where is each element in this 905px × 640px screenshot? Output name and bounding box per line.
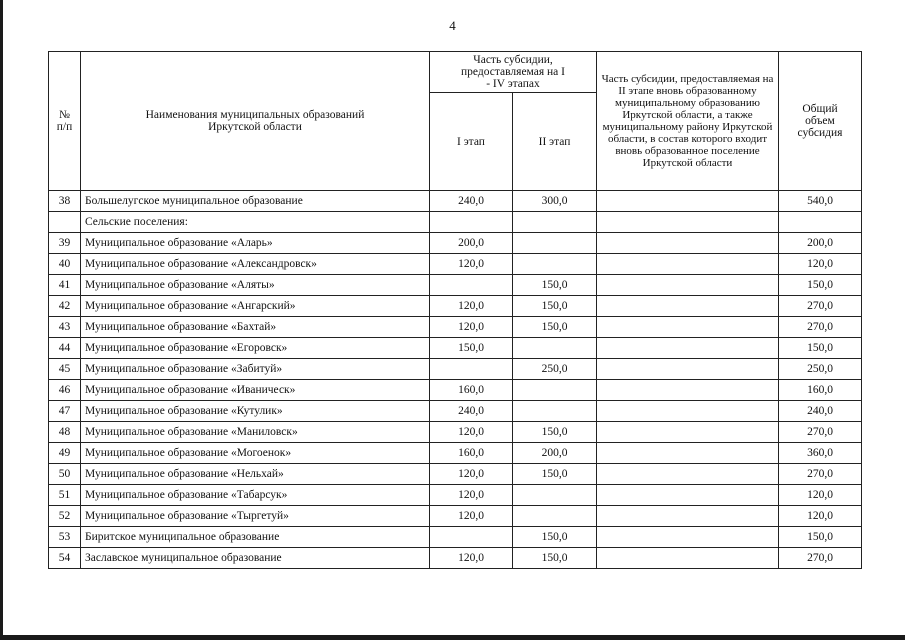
row-total: 270,0 bbox=[779, 422, 862, 443]
row-total: 360,0 bbox=[779, 443, 862, 464]
row-new-formation bbox=[597, 380, 779, 401]
row-stage-2 bbox=[513, 401, 597, 422]
row-stage-1: 120,0 bbox=[430, 317, 513, 338]
row-stage-1 bbox=[430, 527, 513, 548]
table-row bbox=[49, 485, 862, 506]
row-number: 43 bbox=[49, 317, 81, 338]
row-new-formation bbox=[597, 233, 779, 254]
row-total: 160,0 bbox=[779, 380, 862, 401]
row-number: 49 bbox=[49, 443, 81, 464]
row-stage-2 bbox=[513, 506, 597, 527]
row-name: Большелугское муниципальное образование bbox=[81, 191, 430, 212]
row-stage-1: 150,0 bbox=[430, 338, 513, 359]
row-stage-1: 120,0 bbox=[430, 548, 513, 569]
row-stage-2 bbox=[513, 485, 597, 506]
row-new-formation bbox=[597, 422, 779, 443]
table-body bbox=[49, 191, 862, 569]
scan-bottom-edge bbox=[0, 635, 905, 640]
header-stages-group: Часть субсидии, предоставляемая на I - IV этапах bbox=[430, 52, 597, 93]
row-stage-1: 160,0 bbox=[430, 380, 513, 401]
section-empty-cell bbox=[779, 212, 862, 233]
row-total: 270,0 bbox=[779, 548, 862, 569]
header-name: Наименования муниципальных образований Иркутской области bbox=[81, 52, 430, 191]
row-new-formation bbox=[597, 464, 779, 485]
table-row bbox=[49, 191, 862, 212]
row-stage-1: 120,0 bbox=[430, 464, 513, 485]
table-row bbox=[49, 296, 862, 317]
row-new-formation bbox=[597, 254, 779, 275]
row-total: 250,0 bbox=[779, 359, 862, 380]
header-stage-2: II этап bbox=[513, 93, 597, 191]
row-name: Муниципальное образование «Бахтай» bbox=[81, 317, 430, 338]
row-number: 42 bbox=[49, 296, 81, 317]
row-number: 40 bbox=[49, 254, 81, 275]
row-number: 45 bbox=[49, 359, 81, 380]
row-name: Муниципальное образование «Забитуй» bbox=[81, 359, 430, 380]
section-empty-cell bbox=[513, 212, 597, 233]
row-number: 53 bbox=[49, 527, 81, 548]
row-new-formation bbox=[597, 296, 779, 317]
header-stage-1: I этап bbox=[430, 93, 513, 191]
table-row bbox=[49, 233, 862, 254]
row-total: 240,0 bbox=[779, 401, 862, 422]
row-name: Муниципальное образование «Табарсук» bbox=[81, 485, 430, 506]
row-number: 50 bbox=[49, 464, 81, 485]
header-new-formation: Часть субсидии, предоставляемая на II этапе вновь образованному муниципальному образованию Иркутской области, а также муниципальному району Иркутской области, в состав которого входит вновь образованное поселение Иркутской области bbox=[597, 52, 779, 191]
row-total: 120,0 bbox=[779, 254, 862, 275]
row-stage-2: 150,0 bbox=[513, 275, 597, 296]
row-stage-2: 200,0 bbox=[513, 443, 597, 464]
row-stage-1 bbox=[430, 359, 513, 380]
row-new-formation bbox=[597, 275, 779, 296]
row-new-formation bbox=[597, 485, 779, 506]
section-empty-cell bbox=[430, 212, 513, 233]
table-row bbox=[49, 401, 862, 422]
row-stage-2: 300,0 bbox=[513, 191, 597, 212]
row-stage-1: 120,0 bbox=[430, 296, 513, 317]
row-stage-1: 240,0 bbox=[430, 191, 513, 212]
row-name: Муниципальное образование «Аляты» bbox=[81, 275, 430, 296]
row-number: 41 bbox=[49, 275, 81, 296]
table-row bbox=[49, 254, 862, 275]
row-name: Муниципальное образование «Аларь» bbox=[81, 233, 430, 254]
row-number: 38 bbox=[49, 191, 81, 212]
subsidy-table bbox=[48, 51, 862, 569]
row-stage-2 bbox=[513, 380, 597, 401]
row-total: 270,0 bbox=[779, 464, 862, 485]
row-number: 39 bbox=[49, 233, 81, 254]
row-total: 150,0 bbox=[779, 338, 862, 359]
row-number: 44 bbox=[49, 338, 81, 359]
row-name: Биритское муниципальное образование bbox=[81, 527, 430, 548]
row-new-formation bbox=[597, 338, 779, 359]
section-row bbox=[49, 212, 862, 233]
row-total: 200,0 bbox=[779, 233, 862, 254]
table-row bbox=[49, 317, 862, 338]
row-stage-1: 120,0 bbox=[430, 254, 513, 275]
row-stage-2: 150,0 bbox=[513, 527, 597, 548]
header-total: Общий объем субсидия bbox=[779, 52, 862, 191]
table-row bbox=[49, 422, 862, 443]
row-name: Муниципальное образование «Ангарский» bbox=[81, 296, 430, 317]
row-stage-2: 150,0 bbox=[513, 296, 597, 317]
row-total: 120,0 bbox=[779, 485, 862, 506]
row-stage-2: 150,0 bbox=[513, 548, 597, 569]
row-stage-2 bbox=[513, 338, 597, 359]
row-name: Муниципальное образование «Нельхай» bbox=[81, 464, 430, 485]
table-row bbox=[49, 506, 862, 527]
row-stage-1: 120,0 bbox=[430, 506, 513, 527]
row-number: 52 bbox=[49, 506, 81, 527]
row-stage-2: 150,0 bbox=[513, 422, 597, 443]
row-new-formation bbox=[597, 191, 779, 212]
row-total: 540,0 bbox=[779, 191, 862, 212]
row-new-formation bbox=[597, 527, 779, 548]
row-name: Заславское муниципальное образование bbox=[81, 548, 430, 569]
row-stage-1 bbox=[430, 275, 513, 296]
row-stage-2 bbox=[513, 254, 597, 275]
row-total: 120,0 bbox=[779, 506, 862, 527]
row-name: Муниципальное образование «Егоровск» bbox=[81, 338, 430, 359]
row-new-formation bbox=[597, 359, 779, 380]
table-row bbox=[49, 443, 862, 464]
row-name: Муниципальное образование «Маниловск» bbox=[81, 422, 430, 443]
row-new-formation bbox=[597, 401, 779, 422]
row-stage-1: 120,0 bbox=[430, 422, 513, 443]
table-row bbox=[49, 527, 862, 548]
table-row bbox=[49, 380, 862, 401]
row-stage-1: 120,0 bbox=[430, 485, 513, 506]
section-num-cell bbox=[49, 212, 81, 233]
row-number: 51 bbox=[49, 485, 81, 506]
section-label: Сельские поселения: bbox=[81, 212, 430, 233]
table-row bbox=[49, 275, 862, 296]
row-name: Муниципальное образование «Иваническ» bbox=[81, 380, 430, 401]
row-new-formation bbox=[597, 506, 779, 527]
row-number: 47 bbox=[49, 401, 81, 422]
row-name: Муниципальное образование «Кутулик» bbox=[81, 401, 430, 422]
row-stage-2: 150,0 bbox=[513, 317, 597, 338]
row-stage-1: 160,0 bbox=[430, 443, 513, 464]
row-name: Муниципальное образование «Тыргетуй» bbox=[81, 506, 430, 527]
row-number: 48 bbox=[49, 422, 81, 443]
section-empty-cell bbox=[597, 212, 779, 233]
row-total: 150,0 bbox=[779, 527, 862, 548]
row-stage-1: 200,0 bbox=[430, 233, 513, 254]
table-row bbox=[49, 548, 862, 569]
row-new-formation bbox=[597, 317, 779, 338]
row-stage-2 bbox=[513, 233, 597, 254]
row-name: Муниципальное образование «Александровск» bbox=[81, 254, 430, 275]
row-total: 270,0 bbox=[779, 317, 862, 338]
row-new-formation bbox=[597, 443, 779, 464]
row-stage-1: 240,0 bbox=[430, 401, 513, 422]
row-name: Муниципальное образование «Могоенок» bbox=[81, 443, 430, 464]
page-number: 4 bbox=[449, 18, 456, 33]
row-number: 46 bbox=[49, 380, 81, 401]
scan-left-edge bbox=[0, 0, 3, 640]
table-row bbox=[49, 464, 862, 485]
header-num: № п/п bbox=[49, 52, 81, 191]
row-number: 54 bbox=[49, 548, 81, 569]
table-row bbox=[49, 359, 862, 380]
row-stage-2: 250,0 bbox=[513, 359, 597, 380]
row-new-formation bbox=[597, 548, 779, 569]
row-total: 150,0 bbox=[779, 275, 862, 296]
row-stage-2: 150,0 bbox=[513, 464, 597, 485]
row-total: 270,0 bbox=[779, 296, 862, 317]
table-row bbox=[49, 338, 862, 359]
